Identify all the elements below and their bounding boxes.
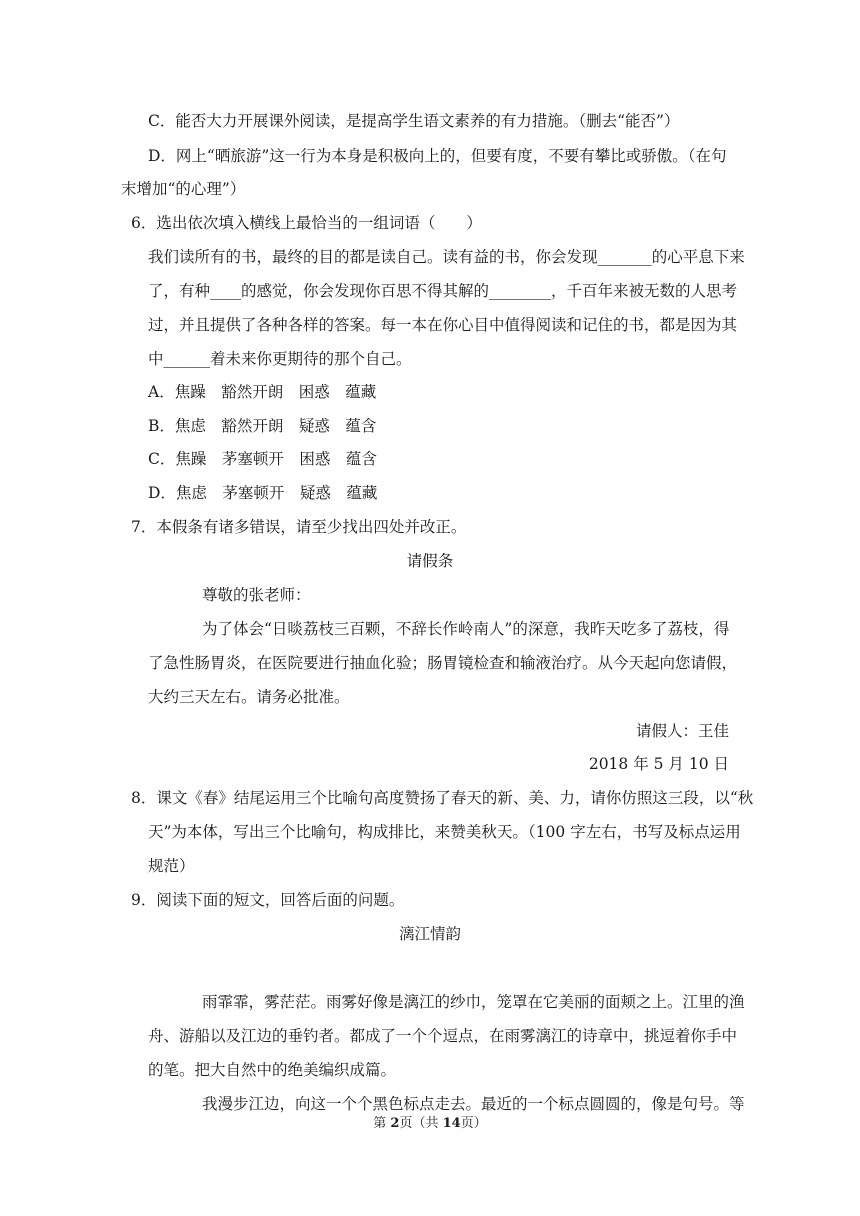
q9-paragraph-line: 我漫步江边，向这一个个黑色标点走去。最近的一个标点圆圆的，像是句号。等 [202, 1095, 745, 1113]
q7-salutation: 尊敬的张老师： [202, 586, 311, 604]
q6-passage-line: 我们读所有的书，最终的目的都是读自己。读有益的书，你会发现_______的心平息下来 [148, 248, 745, 266]
q5-option-d-line2: 末增加“的心理”） [121, 180, 246, 198]
q7-signature: 请假人：王佳 [635, 722, 729, 740]
footer-suffix: 页） [460, 1116, 487, 1131]
q7-body-line: 大约三天左右。请务必批准。 [148, 688, 350, 706]
q5-option-d-line1: D．网上“晒旅游”这一行为本身是积极向上的，但要有度，不要有攀比或骄傲。（在句 [148, 147, 727, 165]
q9-paragraph-line: 的笔。把大自然中的绝美编织成篇。 [148, 1061, 397, 1079]
footer-prefix: 第 [373, 1116, 391, 1131]
q6-passage-line: 过，并且提供了各种各样的答案。每一本在你心目中值得阅读和记住的书，都是因为其 [148, 316, 738, 334]
q6-option-a: A．焦躁 豁然开朗 困惑 蕴藏 [148, 383, 377, 401]
q6-stem: 6．选出依次填入横线上最恰当的一组词语（ ） [131, 214, 482, 232]
footer-total-pages: 14 [442, 1116, 461, 1131]
q9-stem: 9．阅读下面的短文，回答后面的问题。 [131, 891, 405, 909]
q7-stem: 7．本假条有诸多错误，请至少找出四处并改正。 [131, 518, 467, 536]
q7-note-title: 请假条 [406, 552, 454, 570]
q9-paragraph-line: 雨霏霏，雾茫茫。雨雾好像是漓江的纱巾，笼罩在它美丽的面颊之上。江里的渔 [202, 993, 745, 1011]
page-footer [0, 1112, 860, 1131]
q6-option-c: C．焦躁 茅塞顿开 困惑 蕴含 [148, 450, 377, 468]
q6-option-d: D．焦虑 茅塞顿开 疑惑 蕴藏 [148, 484, 378, 502]
q8-line: 天”为本体，写出三个比喻句，构成排比，来赞美秋天。（100 字左右，书写及标点运用 [148, 823, 741, 841]
q6-passage-line: 了，有种____的感觉，你会发现你百思不得其解的________，千百年来被无数的人思考 [148, 282, 738, 300]
q7-body-line: 了急性肠胃炎，在医院要进行抽血化验；肠胃镜检查和输液治疗。从今天起向您请假， [148, 654, 738, 672]
footer-page-number: 2 [390, 1116, 400, 1131]
q9-passage-title: 漓江情韵 [398, 925, 461, 943]
q5-option-c: C．能否大力开展课外阅读，是提高学生语文素养的有力措施。（删去“能否”） [148, 112, 680, 130]
q9-paragraph-line: 舟、游船以及江边的垂钓者。都成了一个个逗点，在雨雾漓江的诗章中，挑逗着你手中 [148, 1027, 738, 1045]
q6-passage-line: 中______着未来你更期待的那个自己。 [148, 350, 412, 368]
q8-line: 8．课文《春》结尾运用三个比喻句高度赞扬了春天的新、美、力，请你仿照这三段，以“秋 [131, 789, 754, 807]
q8-line: 规范） [148, 857, 195, 875]
q7-body-line: 为了体会“日啖荔枝三百颗，不辞长作岭南人”的深意，我昨天吃多了荔枝，得 [202, 620, 730, 638]
q6-option-b: B．焦虑 豁然开朗 疑惑 蕴含 [148, 417, 377, 435]
footer-middle: 页（共 [399, 1116, 443, 1131]
q7-date: 2018 年 5 月 10 日 [588, 755, 729, 773]
